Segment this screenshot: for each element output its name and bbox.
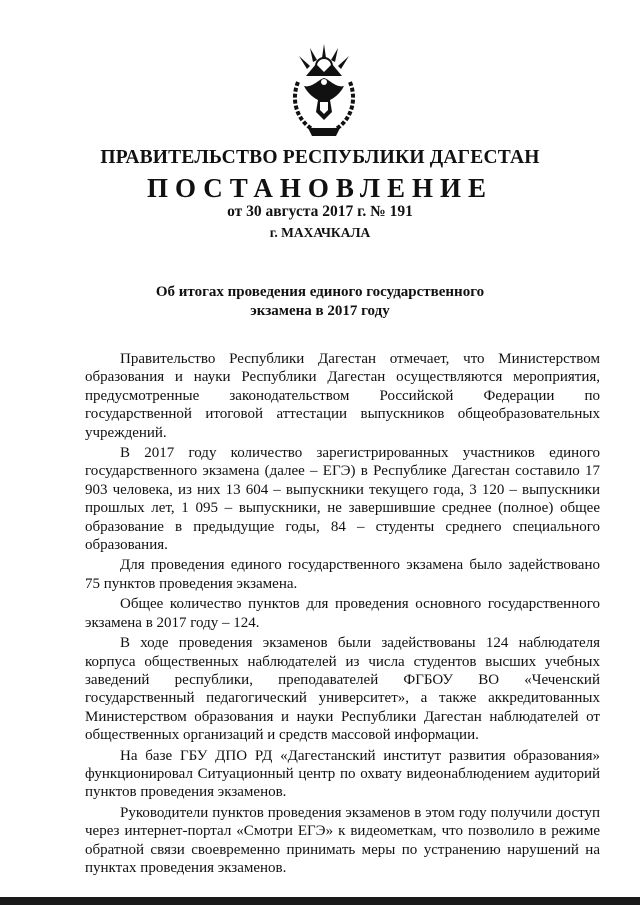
document-subject (150, 283, 490, 321)
document-date-number: от 30 августа 2017 г. № 191 (227, 203, 413, 220)
paragraph: На базе ГБУ ДПО РД «Дагестанский институт развития образования» функционировал Ситуационный центр по охвату видеонаблюдением аудиторий пунктов проведения экзаменов. (85, 747, 600, 801)
government-title: ПРАВИТЕЛЬСТВО РЕСПУБЛИКИ ДАГЕСТАН (100, 147, 540, 168)
paragraph: В ходе проведения экзаменов были задействованы 124 наблюдателя корпуса общественных наблюдателей из числа студентов высших учебных заведений республики, преподавателей ФГБОУ ВО «Чеченский государственный педагогический университет», а также аккредитованных Министерством образования и науки Республики Дагестан наблюдателей от общественных организаций и средств массовой информации. (85, 635, 600, 744)
paragraph: Правительство Республики Дагестан отмечает, что Министерством образования и науки Республики Дагестан осуществляются мероприятия, предусмотренные законодательством Российской Федерации по государственной итоговой аттестации выпускников общеобразовательных учреждений. (85, 351, 600, 441)
paragraph: Общее количество пунктов для проведения основного государственного экзамена в 2017 году – 124. (85, 596, 600, 631)
paragraph: Руководители пунктов проведения экзаменов в этом году получили доступ через интернет-портал «Смотри ЕГЭ» к видеометкам, что позволило в режиме обратной связи своевременно принимать меры по устранению нарушений на пунктах проведения экзаменов. (85, 804, 600, 876)
document-type: ПОСТАНОВЛЕНИЕ (146, 173, 494, 203)
document-body (85, 350, 600, 879)
scan-bottom-edge (0, 897, 640, 905)
subject-line-2: экзамена в 2017 году (250, 303, 390, 319)
coat-of-arms-dagestan-icon (286, 42, 362, 138)
paragraph: Для проведения единого государственного экзамена было задействовано 75 пунктов проведения экзамена. (85, 557, 600, 592)
subject-line-1: Об итогах проведения единого государственного (155, 284, 485, 300)
document-city: г. МАХАЧКАЛА (269, 225, 371, 240)
paragraph: В 2017 году количество зарегистрированных участников единого государственного экзамена (далее – ЕГЭ) в Республике Дагестан составило 17 903 человека, из них 13 604 – выпускники текущего года, 3 120 – выпускники прошлых лет, 1 095 – выпускники, не завершившие среднее (полное) общее образование в предыдущие годы, 84 – студенты среднего специального образования. (85, 445, 600, 554)
